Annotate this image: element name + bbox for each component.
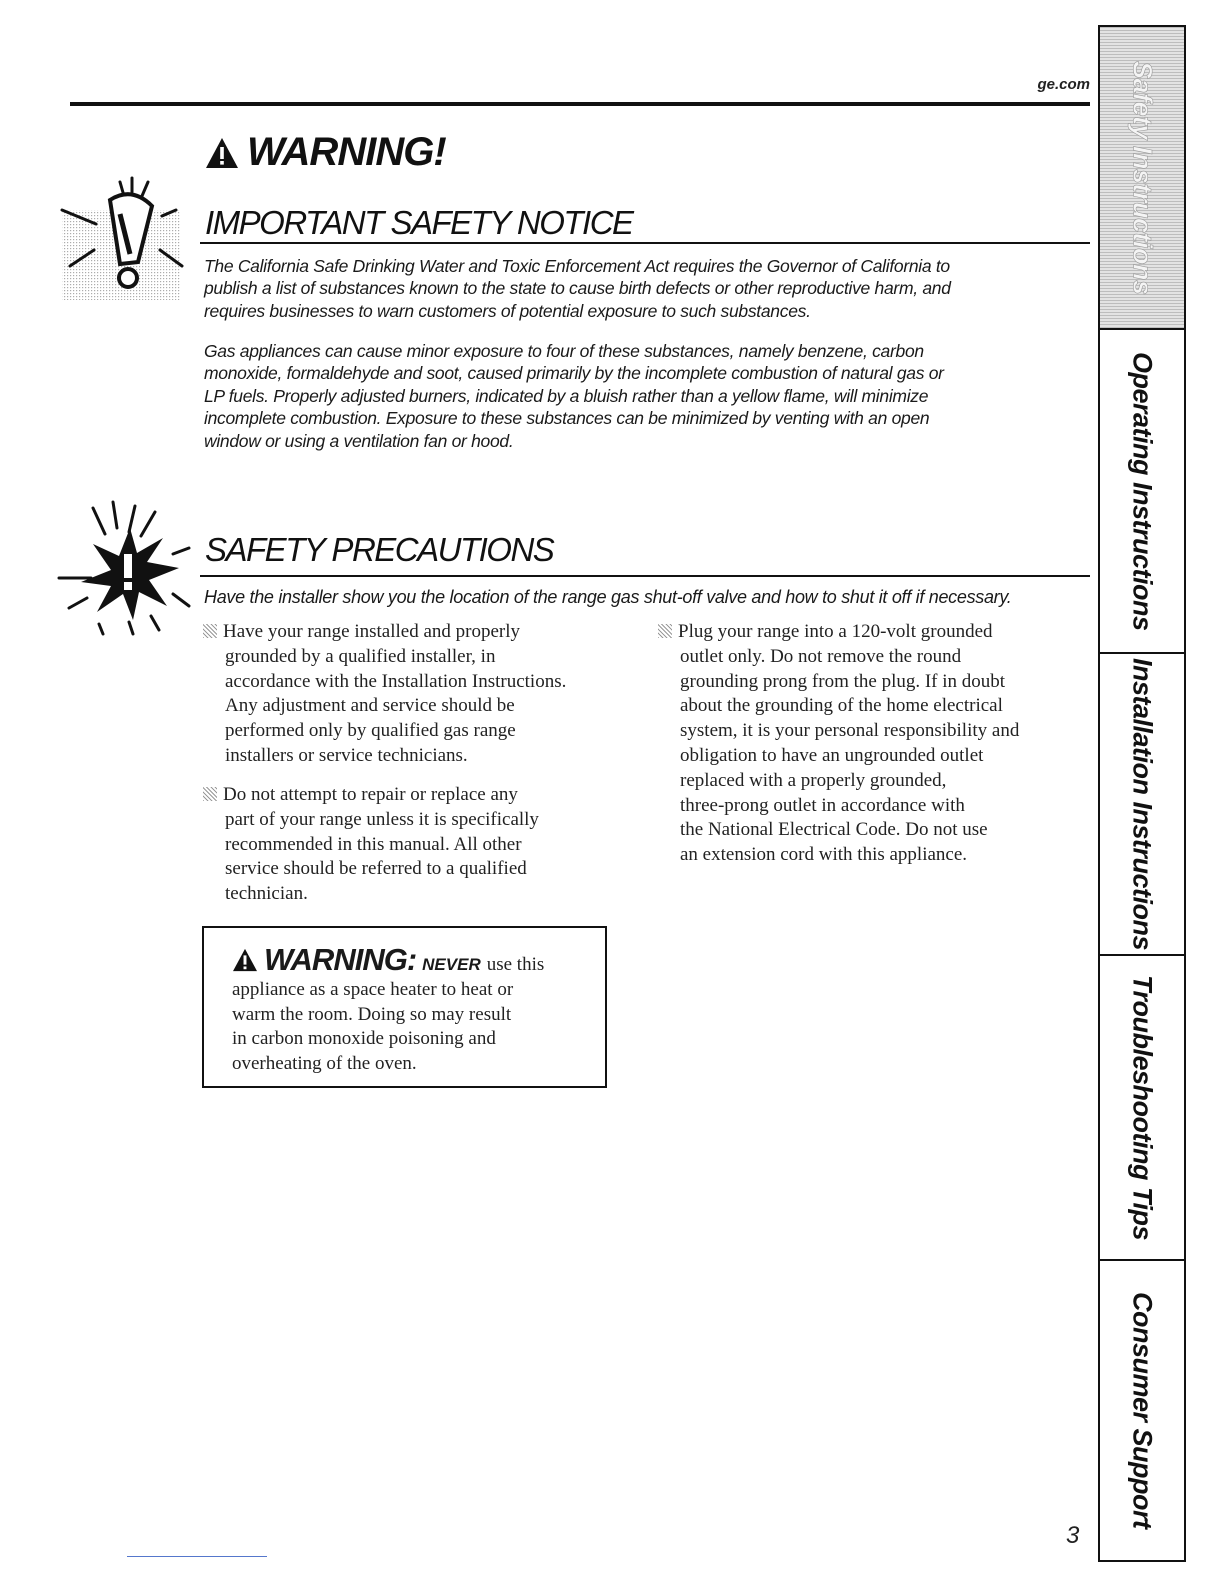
section-tabs (1098, 25, 1186, 1562)
warning-heading (205, 130, 446, 175)
bullet-repair: Do not attempt to repair or replace any part of your range unless it is specifically recommended in this manual. All other service should be referred to a qualified technician. (203, 783, 539, 907)
explosion-icon (55, 498, 205, 638)
warning-title: WARNING! (247, 130, 446, 174)
precautions-heading: SAFETY PRECAUTIONS (205, 531, 554, 568)
precautions-rule (200, 575, 1090, 577)
exclamation-burst-icon (58, 170, 198, 310)
site-url: ge.com (1037, 76, 1090, 93)
tab-operating-instructions[interactable]: Operating Instructions (1100, 330, 1184, 654)
tab-consumer-support[interactable]: Consumer Support (1127, 1292, 1158, 1529)
bullet-icon (203, 787, 217, 801)
bullet-icon (658, 624, 672, 638)
tab-troubleshooting-tips[interactable]: Troubleshooting Tips (1100, 956, 1184, 1261)
precautions-intro: Have the installer show you the location of the range gas shut-off valve and how to shut it off if necessary. (204, 587, 1012, 607)
tab-installation-instructions[interactable]: Installation Instructions (1100, 654, 1184, 956)
notice-paragraph-2: Gas appliances can cause minor exposure to four of these substances, namely benzene, carbon monoxide, formaldehyde and soot, caused primarily by the incomplete combustion of natural gas or LP fuels. Properly adjusted burners, indicated by a bluish rather than a yellow flame, will minimize incomplete combustion. Exposure to these substances can be minimized by venting with an open window or using a ventilation fan or hood. (204, 341, 944, 451)
notice-paragraph-1: The California Safe Drinking Water and Toxic Enforcement Act requires the Governor of California to publish a list of substances known to the state to cause birth defects or other reproductive harm, and requires businesses to warn customers of potential exposure to such substances. (204, 256, 951, 321)
footer-link-line (127, 1556, 267, 1557)
never-label: NEVER (422, 955, 481, 974)
header-rule (70, 102, 1090, 106)
space-heater-warning-box: WARNING: NEVER use this appliance as a space heater to heat or warm the room. Doing so may result in carbon monoxide poisoning and overheating of the oven. (202, 926, 607, 1088)
page-number: 3 (1066, 1522, 1080, 1549)
warning-triangle-icon (205, 136, 239, 170)
tab-safety-instructions[interactable]: Safety Instructions (1100, 27, 1184, 330)
warning-label: WARNING: (264, 942, 417, 977)
notice-heading: IMPORTANT SAFETY NOTICE (205, 204, 633, 241)
bullet-install: Have your range installed and properly grounded by a qualified installer, in accordance with the Installation Instructions. Any adjustment and service should be performed only by qualified gas range installers or service technicians. (203, 620, 566, 769)
bullet-plug: Plug your range into a 120-volt grounded outlet only. Do not remove the round grounding prong from the plug. If in doubt about the grounding of the home electrical system, it is your personal responsibility and obligation to have an ungrounded outlet replaced with a properly grounded, three-prong outlet in accordance with the National Electrical Code. Do not use an extension cord with this appliance. (658, 620, 1019, 868)
notice-rule (200, 242, 1090, 244)
warning-triangle-icon (232, 948, 258, 972)
bullet-icon (203, 624, 217, 638)
